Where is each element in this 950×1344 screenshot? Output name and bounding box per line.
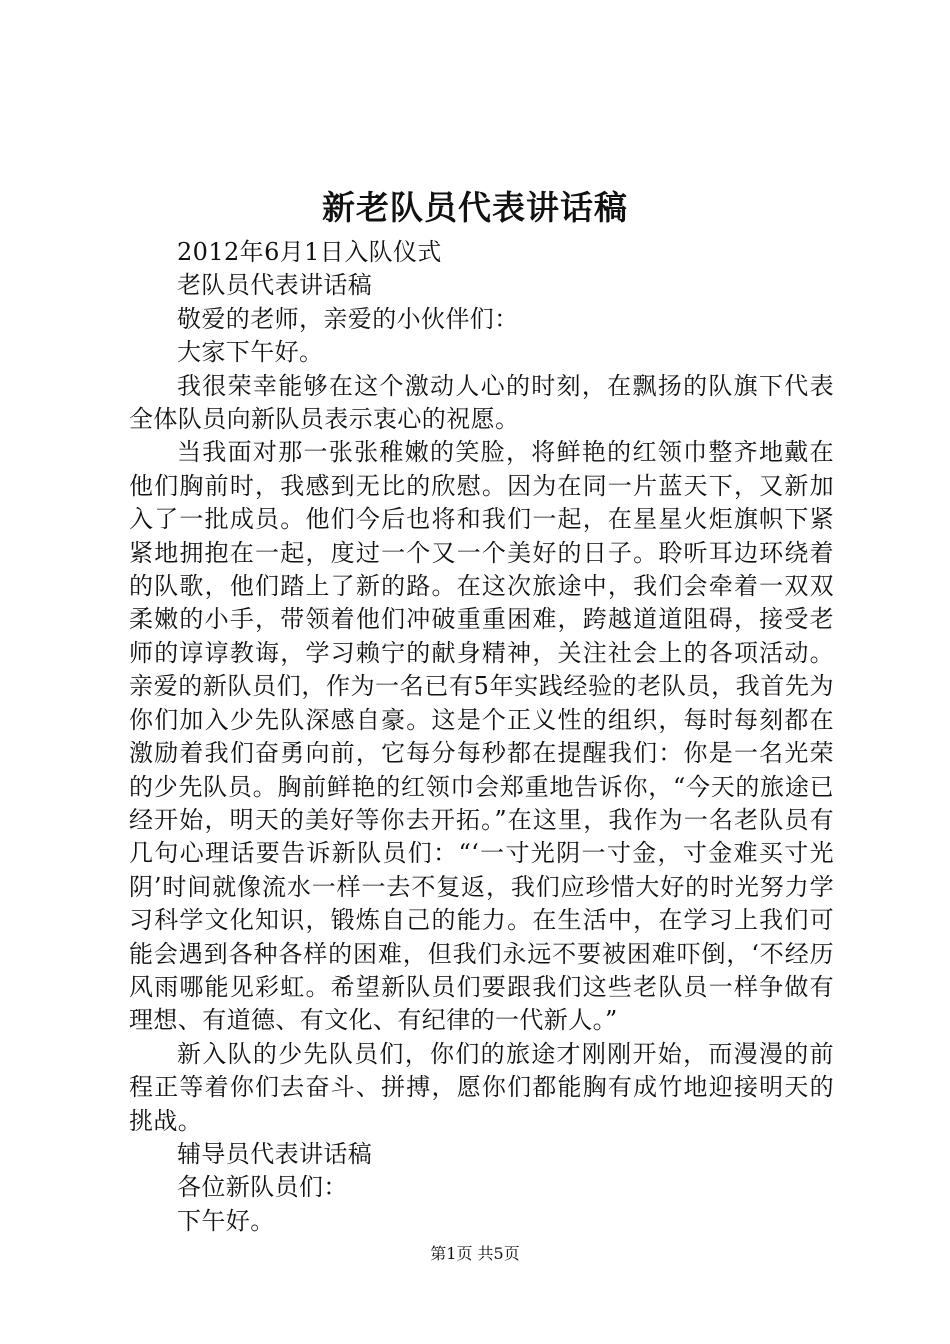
paragraph-greeting-2: 下午好。 — [177, 1206, 275, 1235]
document-title: 新老队员代表讲话稿 — [322, 188, 628, 227]
paragraph-main: 当我面对那一张张稚嫩的笑脸，将鲜艳的红领巾整齐地戴在他们胸前时，我感到无比的欣慰。因为在同一片蓝天下，又新加入了一批成员。他们今后也将和我们一起，在星星火炬旗帜下紧紧地拥抱在一起，度过一个又一个美好的日子。聆听耳边环绕着的队歌，他们踏上了新的路。在这次旅途中，我们会牵着一双双柔嫩的小手，带领着他们冲破重重困难，跨越道道阻碍，接受老师的谆谆教诲，学习赖宁的献身精神，关注社会上的各项活动。亲爱的新队员们，作为一名已有5年实践经验的老队员，我首先为你们加入少先队深感自豪。这是个正义性的组织，每时每刻都在激励着我们奋勇向前，它每分每秒都在提醒我们：你是一名光荣的少先队员。胸前鲜艳的红领巾会郑重地告诉你，“今天的旅途已经开始，明天的美好等你去开拓。”在这里，我作为一名老队员有几句心理话要告诉新队员们：“‘一寸光阴一寸金，寸金难买寸光阴’时间就像流水一样一去不复返，我们应珍惜大好的时光努力学习科学文化知识，锻炼自己的能力。在生活中，在学习上我们可能会遇到各种各样的困难，但我们永远不要被困难吓倒，‘不经历风雨哪能见彩虹。希望新队员们要跟我们这些老队员一样争做有理想、有道德、有文化、有纪律的一代新人。” — [129, 438, 834, 1035]
paragraph-greeting: 大家下午好。 — [177, 338, 324, 367]
page-footer: 第1页 共5页 — [430, 1244, 520, 1263]
paragraph-salutation: 敬爱的老师，亲爱的小伙伴们： — [177, 304, 519, 333]
paragraph-salutation-2: 各位新队员们： — [177, 1173, 348, 1202]
document-body — [129, 236, 834, 1238]
paragraph-intro: 我很荣幸能够在这个激动人心的时刻，在飘扬的队旗下代表全体队员向新队员表示衷心的祝愿。 — [129, 371, 834, 434]
paragraph-heading-counselor: 辅导员代表讲话稿 — [177, 1139, 373, 1168]
paragraph-closing: 新入队的少先队员们，你们的旅途才刚刚开始，而漫漫的前程正等着你们去奋斗、拼搏，愿你们都能胸有成竹地迎接明天的挑战。 — [129, 1039, 834, 1135]
paragraph-heading-old-member: 老队员代表讲话稿 — [177, 271, 373, 300]
paragraph-date: 2012年6月1日入队仪式 — [177, 238, 442, 266]
